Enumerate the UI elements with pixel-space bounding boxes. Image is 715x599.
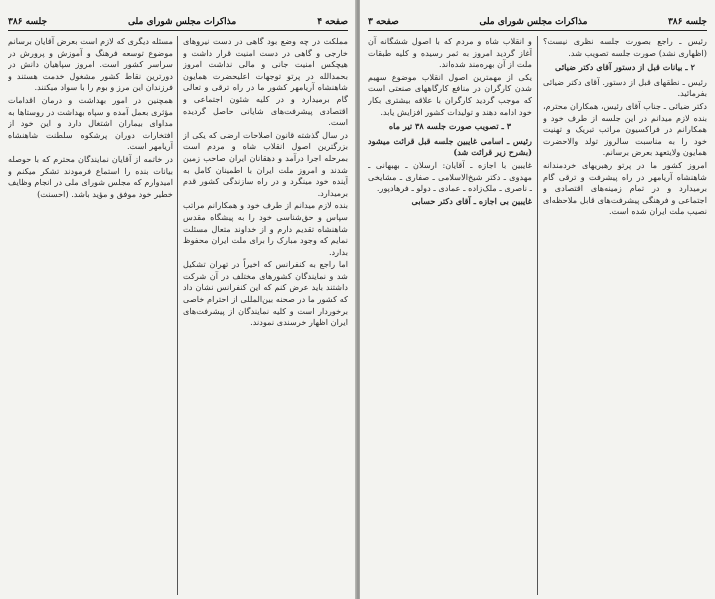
right-page-header [368,14,707,31]
right-page [360,0,715,599]
left-page-session: جلسه ۳۸۶ [8,17,48,27]
right-page-right-column [543,36,707,595]
paragraph: یکی از مهمترین اصول انقلاب موضوع سهیم شدن کارگران در منافع کارگاههای صنعتی است که موجب گردید کارگران با علاقه بیشتری بکار خود ادامه دهند و تولیدات کشور افزایش یابد. [368,71,532,117]
right-page-session: جلسه ۳۸۶ [667,17,707,27]
paragraph: رئیس ـ اسامی غایبین جلسه قبل قرائت میشود (بشرح زیر قرائت شد) [368,135,532,158]
paragraph: غایبین بی اجازه ـ آقای دکتر حسابی [411,195,532,206]
right-page-left-column [368,36,532,595]
left-page [0,0,356,599]
paragraph: رئیس ـ راجع بصورت جلسه نظری نیست؟ (اظهاری نشد) صورت جلسه تصویب شد. [543,36,707,58]
paragraph: بنده لازم میدانم از طرف خود و همکارانم مراتب سپاس و حق‌شناسی خود را به پیشگاه مقدس شاهنشاه تقدیم دارم و از خداوند متعال مسئلت نمایم که وجود مبارک را برای ملت ایران محفوظ بدارد. [183,200,348,257]
column-divider [177,36,178,595]
paragraph: مملکت در چه وضع بود گاهی در دست نیروهای خارجی و گاهی در دست امنیت قرار داشت و هیچکس امنیت جانی و مالی نداشت امروز بحمدالله در پرتو توجهات اعلیحضرت همایون شاهنشاه آریامهر کشور ما در راه ترقی و تعالی گام برمیدارد و در کلیه شئون اجتماعی و اقتصادی پیشرفت‌های شایانی حاصل گردیده است. [183,36,348,128]
paragraph: در خاتمه از آقایان نمایندگان محترم که با حوصله بیانات بنده را استماع فرمودند تشکر میکنم و امیدوارم که مجلس شورای ملی در انجام وظایف خطیر خود موفق و مؤید باشد. (احسنت) [8,153,173,199]
paragraph: اما راجع به کنفرانس که اخیراً در تهران تشکیل شد و نمایندگان کشورهای مختلف در آن شرکت داشتند باید عرض کنم که این کنفرانس نشان داد که کشور ما در صحنه بین‌المللی از احترام خاصی برخوردار است و کلیه نمایندگان از پیشرفت‌های ایران اظهار خرسندی نمودند. [183,259,348,328]
left-page-title: مذاکرات مجلس شورای ملی [128,17,237,27]
paragraph: غایبین با اجازه ـ آقایان: ارسلان ـ بهبهانی ـ مهدوی ـ دکتر شیخ‌الاسلامی ـ صفاری ـ مشایخی ـ ناصری ـ ملک‌زاده ـ عمادی ـ دولو ـ فرهادپور. [368,159,532,194]
paragraph: رئیس ـ نطقهای قبل از دستور. آقای دکتر ضیائی بفرمائید. [543,76,707,99]
paragraph: و انقلاب شاه و مردم که با اصول ششگانه آن آغاز گردید امروز به ثمر رسیده و کلیه طبقات ملت از آن بهره‌مند شده‌اند. [368,36,532,70]
right-page-number: صفحه ۳ [368,17,399,27]
column-divider [537,36,538,595]
paragraph: همچنین در امور بهداشت و درمان اقدامات مؤثری بعمل آمده و سپاه بهداشت در روستاها به مداوای بیماران اشتغال دارد و این خود از افتخارات دوران پرشکوه سلطنت شاهنشاه آریامهر است. [8,94,173,152]
left-page-header [8,14,348,31]
paragraph: مسئله دیگری که لازم است بعرض آقایان برسانم موضوع توسعه فرهنگ و آموزش و پرورش در سراسر کشور است. امروز سپاهیان دانش در دورترین نقاط کشور مشغول خدمت هستند و فرزندان این مرز و بوم را با سواد میکنند. [8,36,173,93]
left-page-left-column [8,36,173,595]
paragraph: امروز کشور ما در پرتو رهبریهای خردمندانه شاهنشاه آریامهر در راه پیشرفت و ترقی گام برمیدارد و در تمام زمینه‌های اقتصادی و اجتماعی و فرهنگی پیشرفت‌های قابل ملاحظه‌ای نصیب ملت ایران شده است. [543,159,707,217]
section-heading: ۲ ـ بیانات قبل از دستور آقای دکتر ضیائی [555,62,695,73]
paragraph: دکتر ضیائی ـ جناب آقای رئیس، همکاران محترم، بنده لازم میدانم در این جلسه از طرف خود و همکارانم در فراکسیون مراتب تبریک و تهنیت خود را به مناسبت سالروز تولد والاحضرت همایون ولایتعهد بعرض برسانم. [543,100,707,158]
section-heading: ۳ ـ تصویب صورت جلسه ۳۸ تیر ماه [388,121,512,132]
left-page-right-column [183,36,348,595]
paragraph: در سال گذشته قانون اصلاحات ارضی که یکی از بزرگترین اصول انقلاب شاه و مردم است بمرحله اجرا درآمد و دهقانان ایران صاحب زمین شدند و امروز ملت ایران با اطمینان کامل به آینده خود مینگرد و در راه سازندگی کشور قدم برمیدارد. [183,129,348,198]
right-page-title: مذاکرات مجلس شورای ملی [479,17,588,27]
left-page-number: صفحه ۴ [317,17,348,27]
